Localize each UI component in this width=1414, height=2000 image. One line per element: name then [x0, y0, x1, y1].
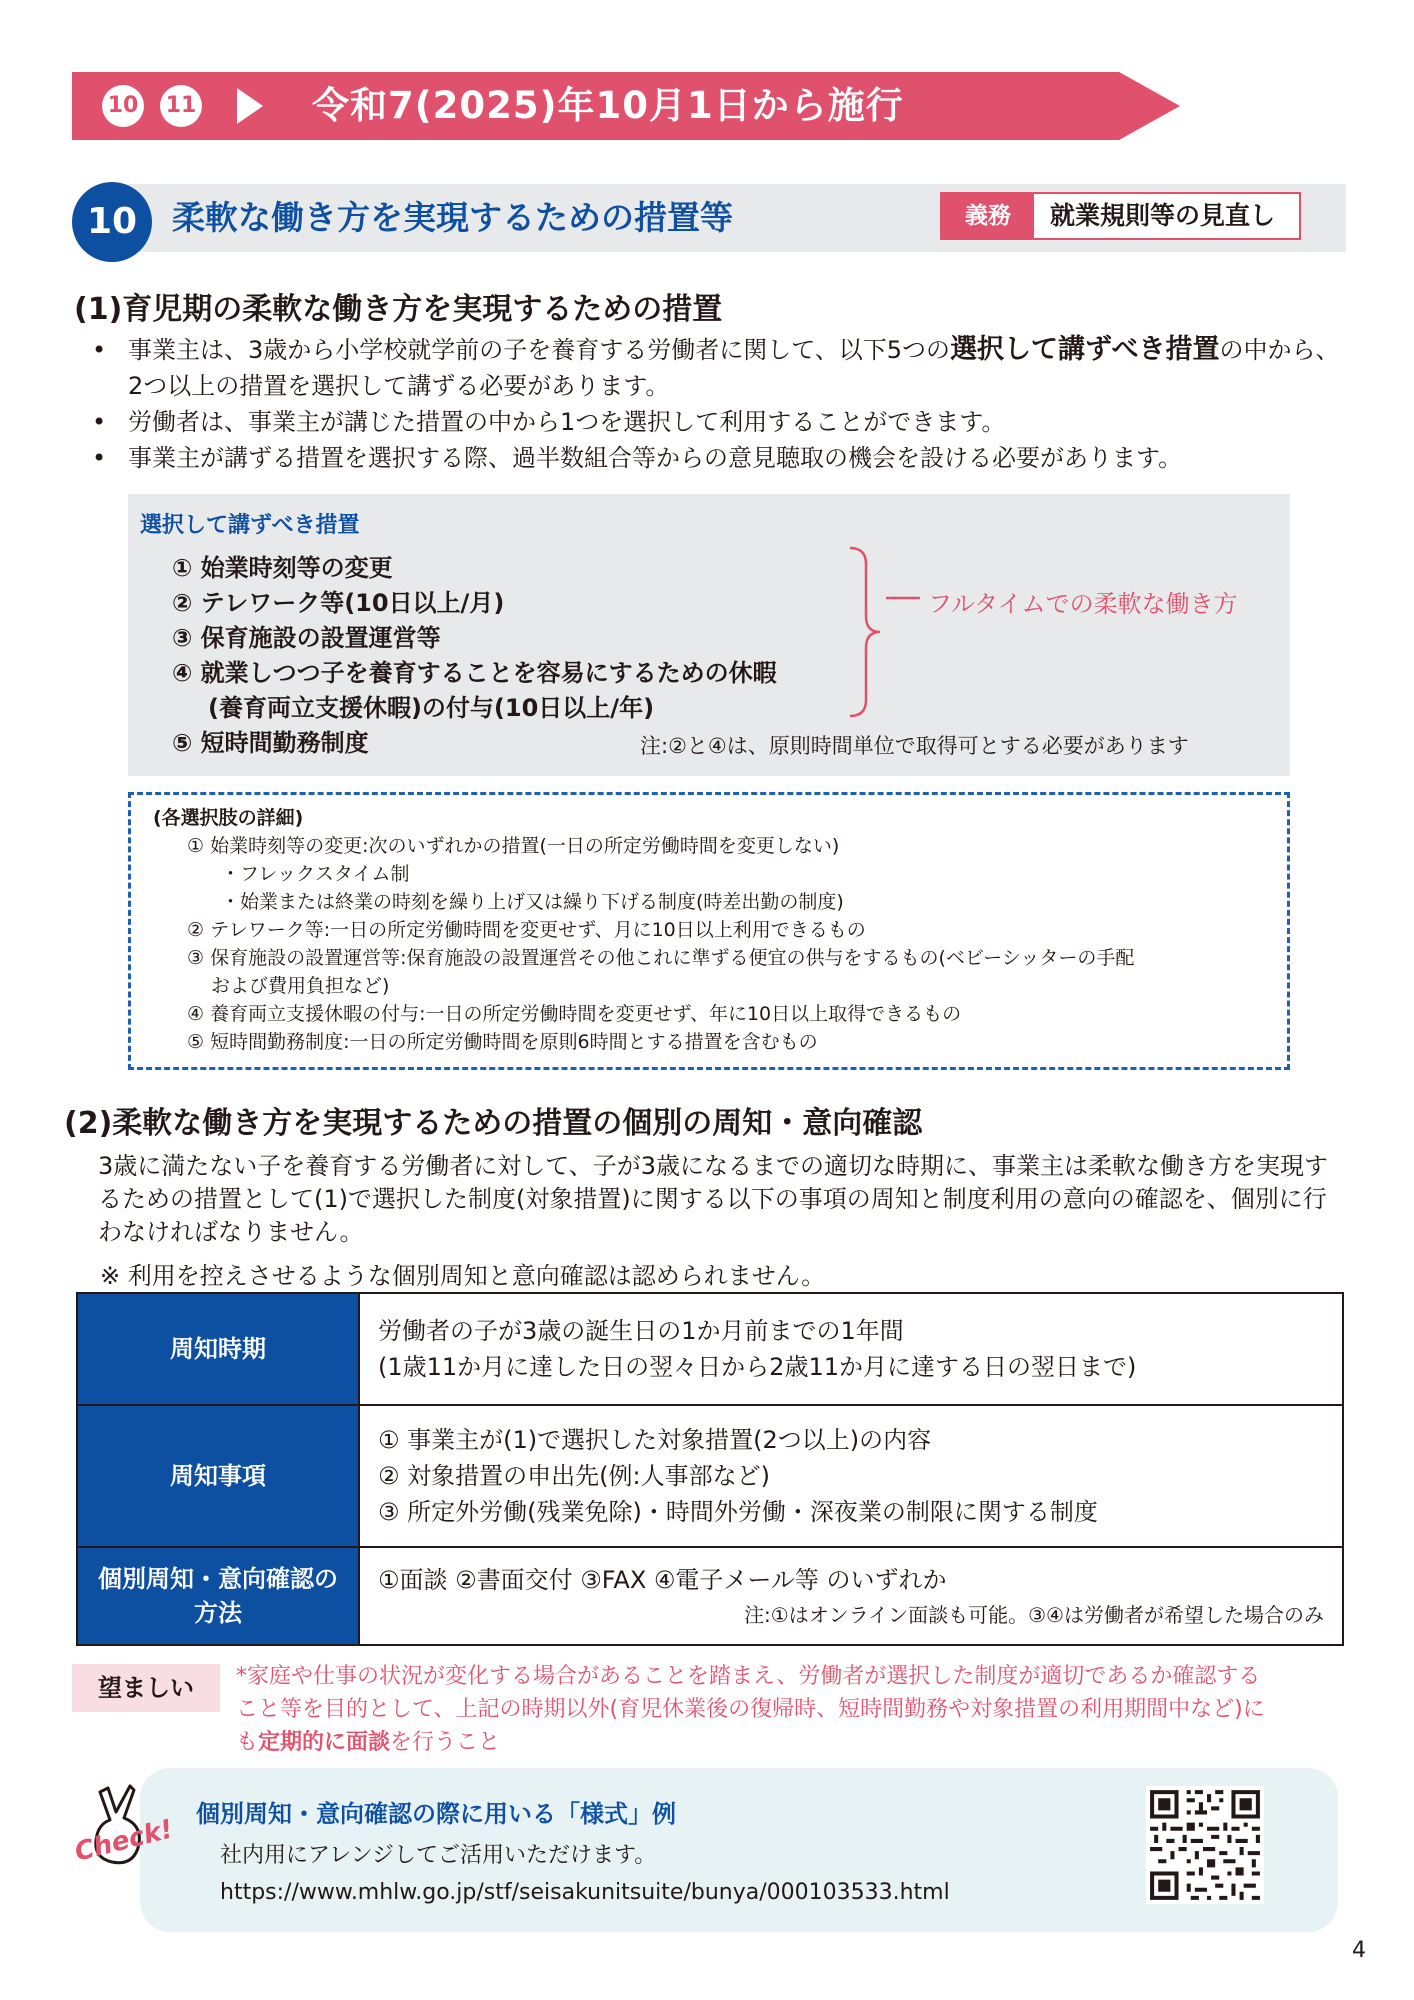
- effective-date-banner: [72, 72, 1180, 140]
- details-title: (各選択肢の詳細): [153, 807, 304, 829]
- preferable-tag: 望ましい: [72, 1664, 220, 1712]
- choices-box: [128, 494, 1290, 776]
- choices-note: 注:②と④は、原則時間単位で取得可とする必要があります: [640, 734, 1189, 758]
- detail-line: ・フレックスタイム制: [221, 863, 410, 885]
- right-brace-icon: [848, 546, 882, 718]
- preferable-text-b: を行うこと: [390, 1730, 501, 1755]
- section-header: [72, 182, 1346, 254]
- details-box: [128, 792, 1290, 1070]
- play-triangle-icon: [237, 88, 263, 124]
- table-row: [77, 1293, 1343, 1405]
- bullet1-bold: 選択して講ずべき措置: [950, 334, 1220, 365]
- detail-line: ⑤ 短時間勤務制度:一日の所定労働時間を原則6時間とする措置を含むもの: [187, 1031, 818, 1053]
- qr-code-icon[interactable]: [1146, 1786, 1264, 1904]
- notification-table: [76, 1292, 1344, 1646]
- row-header-items: 周知事項: [77, 1405, 359, 1547]
- cell-line: ③ 所定外労働(残業免除)・時間外労働・深夜業の制限に関する制度: [378, 1498, 1098, 1526]
- banner-title: 令和7(2025)年10月1日から施行: [312, 84, 904, 127]
- section-number: 10: [72, 182, 152, 262]
- cell-line: (1歳11か月に達した日の翌々日から2歳11か月に達する日の翌日まで): [378, 1353, 1137, 1381]
- part2-heading: (2)柔軟な働き方を実現するための措置の個別の周知・意向確認: [64, 1106, 923, 1141]
- cell-line: ① 事業主が(1)で選択した対象措置(2つ以上)の内容: [378, 1426, 932, 1454]
- cell-note: 注:①はオンライン面談も可能。③④は労働者が希望した場合のみ: [744, 1603, 1324, 1627]
- cell-line: ② 対象措置の申出先(例:人事部など): [378, 1462, 770, 1490]
- cell-line: 労働者の子が3歳の誕生日の1か月前までの1年間: [378, 1317, 904, 1345]
- bullet-item: • 事業主が講ずる措置を選択する際、過半数組合等からの意見聴取の機会を設ける必要があります。: [92, 440, 1342, 476]
- choice-item: ⑤ 短時間勤務制度: [172, 729, 369, 757]
- bullet-item: [92, 332, 1342, 404]
- check-subtitle: 社内用にアレンジしてご活用いただけます。: [220, 1843, 657, 1868]
- part1-bullets: [92, 332, 1342, 476]
- table-row: [77, 1405, 1343, 1547]
- bullet-item: • 労働者は、事業主が講じた措置の中から1つを選択して利用することができます。: [92, 404, 1342, 440]
- row-header-timing: 周知時期: [77, 1293, 359, 1405]
- row-header-method: 個別周知・意向確認の方法: [77, 1547, 359, 1645]
- choice-item: ④ 就業しつつ子を養育することを容易にするための休暇: [172, 659, 777, 687]
- check-label: Check!: [71, 1814, 176, 1868]
- preferable-text: [236, 1660, 1276, 1759]
- detail-line: ① 始業時刻等の変更:次のいずれかの措置(一日の所定労働時間を変更しない): [187, 835, 840, 857]
- detail-line: ② テレワーク等:一日の所定労働時間を変更せず、月に10日以上利用できるもの: [187, 919, 866, 941]
- table-row: [77, 1547, 1343, 1645]
- row-cell-method: [359, 1547, 1343, 1645]
- detail-line: ③ 保育施設の設置運営等:保育施設の設置運営その他これに準ずる便宜の供与をするもの(ベビーシッターの手配: [187, 947, 1135, 969]
- part2-note: ※ 利用を控えさせるような個別周知と意向確認は認められません。: [100, 1262, 826, 1290]
- obligation-tag: 義務: [942, 194, 1034, 238]
- form-url-link[interactable]: https://www.mhlw.go.jp/stf/seisakunitsuite/bunya/000103533.html: [220, 1880, 950, 1905]
- detail-line: ・始業または終業の時刻を繰り上げ又は繰り下げる制度(時差出勤の制度): [221, 891, 844, 913]
- choice-item: ③ 保育施設の設置運営等: [172, 624, 441, 652]
- section-title: 柔軟な働き方を実現するための措置等: [172, 198, 733, 237]
- choice-item: ① 始業時刻等の変更: [172, 554, 393, 582]
- detail-line: ④ 養育両立支援休暇の付与:一日の所定労働時間を変更せず、年に10日以上取得できるもの: [187, 1003, 962, 1025]
- fulltime-label: フルタイムでの柔軟な働き方: [928, 590, 1238, 618]
- banner-circle-10: 10: [102, 85, 144, 127]
- choice-item: (養育両立支援休暇)の付与(10日以上/年): [208, 694, 655, 722]
- bullet1-text-a: 事業主は、3歳から小学校就学前の子を養育する労働者に関して、以下5つの: [128, 336, 951, 364]
- check-box: [140, 1768, 1338, 1932]
- cell-line: ①面談 ②書面交付 ③FAX ④電子メール等 のいずれか: [378, 1566, 947, 1594]
- obligation-badge: [940, 192, 1301, 240]
- part2-paragraph: 3歳に満たない子を養育する労働者に対して、子が3歳になるまでの適切な時期に、事業主は柔軟な働き方を実現するための措置として(1)で選択した制度(対象措置)に関する以下の事項の周知と制度利用の意向の確認を、個別に行わなければなりません。: [98, 1152, 1329, 1246]
- banner-circle-11: 11: [160, 85, 202, 127]
- obligation-text: 就業規則等の見直し: [1050, 201, 1276, 230]
- preferable-text-bold: 定期的に面談: [258, 1730, 391, 1755]
- check-title: 個別周知・意向確認の際に用いる「様式」例: [196, 1800, 676, 1828]
- choices-title: 選択して講ずべき措置: [140, 513, 360, 538]
- preferable-text-a: *家庭や仕事の状況が変化する場合があることを踏まえ、労働者が選択した制度が適切であるか確認すること等を目的として、上記の時期以外(育児休業後の復帰時、短時間勤務や対象措置の利用期間中など)にも: [236, 1664, 1265, 1755]
- part1-heading: (1)育児期の柔軟な働き方を実現するための措置: [74, 292, 723, 327]
- page-number: 4: [1352, 1938, 1366, 1963]
- bullet1-text-b: の中から、2つ以上の措置を選択して講ずる必要があります。: [128, 336, 1340, 400]
- row-cell-items: [359, 1405, 1343, 1547]
- detail-line: および費用負担など): [211, 975, 390, 997]
- row-cell-timing: [359, 1293, 1343, 1405]
- choice-item: ② テレワーク等(10日以上/月): [172, 589, 505, 617]
- pink-dash-connector: [886, 588, 926, 608]
